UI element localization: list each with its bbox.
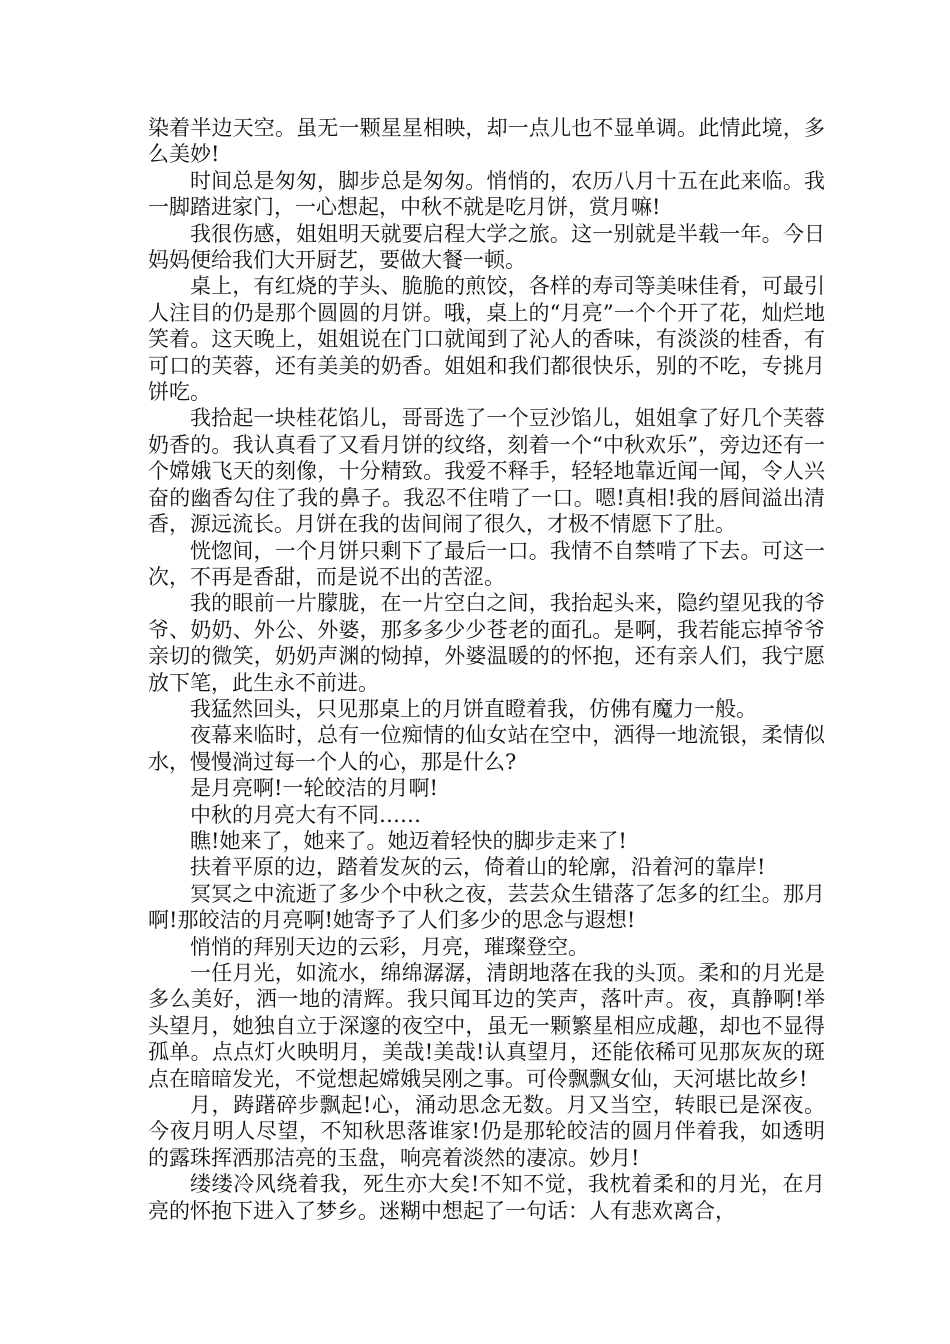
paragraph: 我的眼前一片朦胧，在一片空白之间，我抬起头来，隐约望见我的爷爷、奶奶、外公、外婆，那多多少少苍老的面孔。是啊，我若能忘掉爷爷亲切的微笑，奶奶声渊的恸掉，外婆温暖的的怀抱，还有亲人们，我宁愿放下笔，此生永不前进。: [148, 591, 825, 695]
paragraph: 冥冥之中流逝了多少个中秋之夜，芸芸众生错落了怎多的红尘。那月啊!那皎洁的月亮啊!她寄予了人们多少的思念与遐想!: [148, 881, 825, 933]
paragraph: 我拾起一块桂花馅儿，哥哥选了一个豆沙馅儿，姐姐拿了好几个芙蓉奶香的。我认真看了又看月饼的纹络，刻着一个“中秋欢乐”，旁边还有一个嫦娥飞天的刻像，十分精致。我爱不释手，轻轻地靠近闻一闻，令人兴奋的幽香勾住了我的鼻子。我忍不住啃了一口。嗯!真相!我的唇间溢出清香，源远流长。月饼在我的齿间闹了很久，才极不情愿下了肚。: [148, 406, 825, 537]
paragraph: 月，踌躇碎步飘起!心，涌动思念无数。月又当空，转眼已是深夜。今夜月明人尽望，不知秋思落谁家!仍是那轮皎洁的圆月伴着我，如透明的露珠挥洒那洁亮的玉盘，响亮着淡然的凄凉。妙月!: [148, 1093, 825, 1170]
document-body: [148, 115, 825, 1224]
paragraph: 缕缕冷风绕着我，死生亦大矣!不知不觉，我枕着柔和的月光，在月亮的怀抱下进入了梦乡。迷糊中想起了一句话：人有悲欢离合，: [148, 1172, 825, 1223]
paragraph: 瞧!她来了，她来了。她迈着轻快的脚步走来了!: [190, 828, 627, 853]
paragraph: 是月亮啊!一轮皎洁的月啊!: [190, 776, 438, 801]
paragraph: 夜幕来临时，总有一位痴情的仙女站在空中，洒得一地流银，柔情似水，慢慢淌过每一个人的心，那是什么?: [148, 723, 825, 774]
paragraph: 我很伤感，姐姐明天就要启程大学之旅。这一别就是半载一年。今日妈妈便给我们大开厨艺，要做大餐一顿。: [148, 221, 825, 273]
paragraph: 染着半边天空。虽无一颗星星相映，却一点儿也不显单调。此情此境，多么美妙!: [148, 116, 825, 167]
paragraph: 时间总是匆匆，脚步总是匆匆。悄悄的，农历八月十五在此来临。我一脚踏进家门，一心想起，中秋不就是吃月饼，赏月嘛!: [148, 168, 825, 220]
paragraph: 桌上，有红烧的芋头、脆脆的煎饺，各样的寿司等美味佳肴，可最引人注目的仍是那个圆圆的月饼。哦，桌上的“月亮”一个个开了花，灿烂地笑着。这天晚上，姐姐说在门口就闻到了沁人的香味，有淡淡的桂香，有可口的芙蓉，还有美美的奶香。姐姐和我们都很快乐，别的不吃，专挑月饼吃。: [148, 274, 825, 405]
paragraph: 扶着平原的边，踏着发灰的云，倚着山的轮廓，沿着河的靠岸!: [190, 855, 766, 880]
paragraph: 一任月光，如流水，绵绵潺潺，清朗地落在我的头顶。柔和的月光是多么美好，洒一地的清辉。我只闻耳边的笑声，落叶声。夜，真静啊!举头望月，她独自立于深邃的夜空中，虽无一颗繁星相应成趣，却也不显得孤单。点点灯火映明月，美哉!美哉!认真望月，还能依稀可见那灰灰的斑点在暗暗发光，不觉想起嫦娥吴刚之事。可伶飘飘女仙，天河堪比故乡!: [148, 961, 825, 1091]
paragraph: 我猛然回头，只见那桌上的月饼直瞪着我，仿佛有魔力一般。: [190, 696, 757, 721]
paragraph: 恍惚间，一个月饼只剩下了最后一口。我情不自禁啃了下去。可这一次，不再是香甜，而是说不出的苦涩。: [148, 538, 825, 589]
paragraph: 悄悄的拜别天边的云彩，月亮，璀璨登空。: [190, 934, 589, 959]
paragraph: 中秋的月亮大有不同……: [190, 802, 421, 827]
